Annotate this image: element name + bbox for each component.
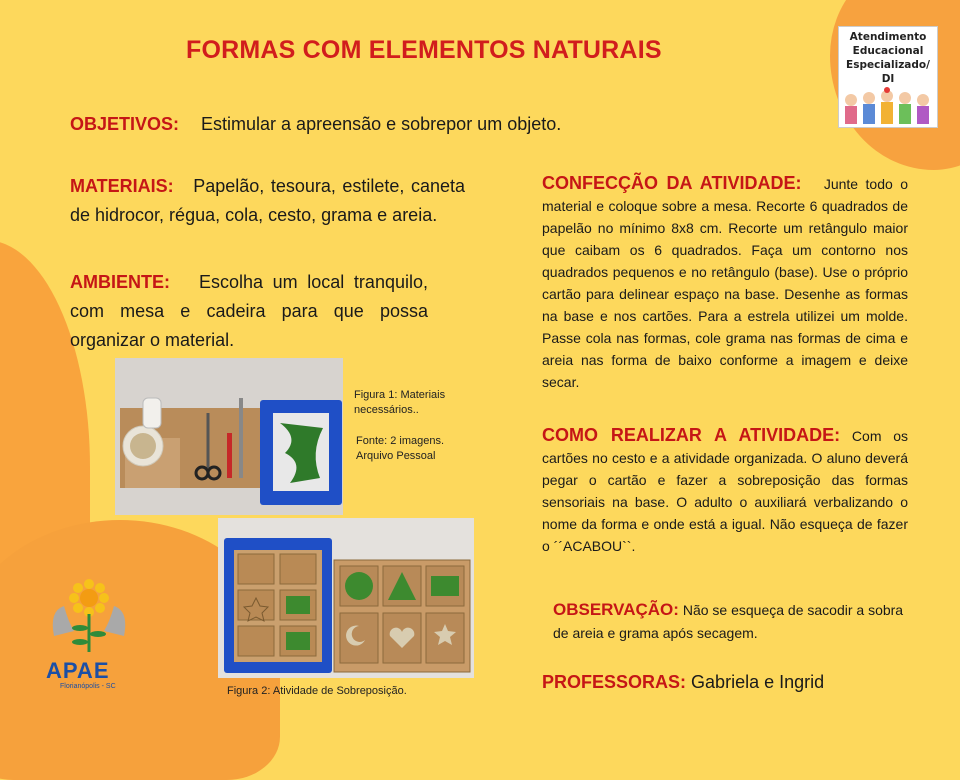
confeccao-section [542,172,908,393]
confeccao-label: CONFECÇÃO DA ATIVIDADE: [542,173,802,193]
materiais-label: MATERIAIS: [70,176,174,196]
como-realizar-section [542,424,908,557]
children-illustration [839,86,935,138]
ambiente-text: Escolha um local tranquilo, com mesa e cadeira para que possa organizar o material. [70,272,428,350]
como-realizar-text: Com os cartões no cesto e a atividade organizada. O aluno deverá pegar o cartão e fazer a sobreposição das formas sensoriais na base. O adulto o auxiliará verbalizando o nome da forma e onde está a igual. Não esqueça de fazer o ´´ACABOU``. [542,428,908,554]
objetivos-label: OBJETIVOS: [70,114,180,134]
professoras-text: Gabriela e Ingrid [691,672,825,692]
materiais-text: Papelão, tesoura, estilete, caneta de hidrocor, régua, cola, cesto, grama e areia. [70,176,465,225]
objetivos-text: Estimular a apreensão e sobrepor um objeto. [201,114,562,134]
badge-line2: Educacional [852,45,924,57]
professoras-section [542,672,824,693]
apae-flower-hands-icon [44,576,134,658]
materials-photo [115,358,343,515]
apae-logo [44,576,134,694]
objetivos-section [70,114,561,135]
como-realizar-label: COMO REALIZAR A ATIVIDADE: [542,425,841,445]
source-caption: Fonte: 2 imagens. Arquivo Pessoal [356,435,445,462]
confeccao-text: Junte todo o material e coloque sobre a mesa. Recorte 6 quadrados de papelão no mínimo 8x8 cm. Recorte um retângulo maior que caibam os 6 quadrados. Faça um contorno nos quadrados pequenos e no retângulo (base). Use o próprio cartão para delinear espaço na base. Desenhe as formas na base e nos cartões. Para a estrela utilizei um molde. Passe cola nas formas, cole grama nas formas de cima e areia nas forma de baixo conforme a imagem e deixe secar. [542,176,908,390]
figure1-caption: Figura 1: Materiais necessários.. [354,389,446,416]
ambiente-label: AMBIENTE: [70,272,170,292]
observacao-label: OBSERVAÇÃO: [553,600,679,619]
observacao-section [553,598,919,645]
aee-badge [838,26,938,128]
activity-photo [218,518,474,678]
badge-line1: Atendimento [849,31,927,43]
professoras-label: PROFESSORAS: [542,672,687,692]
badge-line3: Especializado/ DI [846,59,930,85]
figure2-caption: Figura 2: Atividade de Sobreposição. [227,685,407,697]
page-title: FORMAS COM ELEMENTOS NATURAIS [186,36,662,64]
apae-city: Florianópolis - SC [60,683,116,690]
materiais-section [70,172,465,230]
apae-name: APAE [46,658,110,683]
ambiente-section [70,268,428,355]
observacao-text: Não se esqueça de sacodir a sobra de areia e grama após secagem. [553,602,904,641]
